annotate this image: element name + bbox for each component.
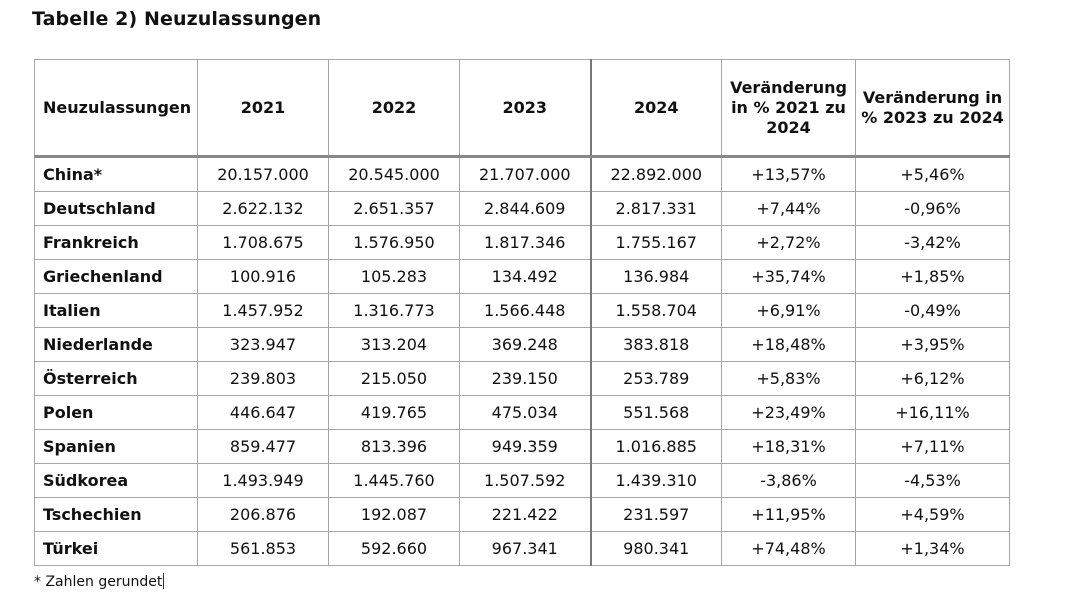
cell-2021: 239.803: [198, 362, 329, 396]
column-header-2021: 2021: [198, 60, 329, 157]
cell-2024: 551.568: [591, 396, 722, 430]
cell-change-2023-2024: +6,12%: [856, 362, 1010, 396]
cell-country: Griechenland: [35, 260, 198, 294]
cell-2023: 2.844.609: [460, 192, 591, 226]
column-header-2024: 2024: [591, 60, 722, 157]
cell-change-2023-2024: -0,49%: [856, 294, 1010, 328]
cell-2021: 1.493.949: [198, 464, 329, 498]
table-header-row: [35, 60, 1010, 157]
cell-change-2021-2024: +74,48%: [722, 532, 856, 566]
cell-2022: 1.576.950: [329, 226, 460, 260]
cell-country: China*: [35, 157, 198, 192]
cell-change-2023-2024: -3,42%: [856, 226, 1010, 260]
cell-change-2021-2024: -3,86%: [722, 464, 856, 498]
table-row: [35, 430, 1010, 464]
column-header-2022: 2022: [329, 60, 460, 157]
cell-2023: 369.248: [460, 328, 591, 362]
table-row: [35, 226, 1010, 260]
cell-country: Türkei: [35, 532, 198, 566]
cell-2021: 859.477: [198, 430, 329, 464]
cell-2024: 1.558.704: [591, 294, 722, 328]
cell-change-2023-2024: +1,85%: [856, 260, 1010, 294]
cell-country: Südkorea: [35, 464, 198, 498]
cell-2024: 253.789: [591, 362, 722, 396]
cell-2023: 949.359: [460, 430, 591, 464]
cell-country: Österreich: [35, 362, 198, 396]
cell-change-2021-2024: +18,48%: [722, 328, 856, 362]
cell-2023: 1.566.448: [460, 294, 591, 328]
cell-country: Frankreich: [35, 226, 198, 260]
footnote: [34, 573, 164, 590]
cell-change-2023-2024: +4,59%: [856, 498, 1010, 532]
column-header-change-2021-2024: Veränderung in % 2021 zu 2024: [722, 60, 856, 157]
table-row: [35, 498, 1010, 532]
cell-change-2023-2024: +1,34%: [856, 532, 1010, 566]
cell-2024: 980.341: [591, 532, 722, 566]
cell-country: Spanien: [35, 430, 198, 464]
cell-country: Italien: [35, 294, 198, 328]
cell-2021: 2.622.132: [198, 192, 329, 226]
cell-2021: 1.708.675: [198, 226, 329, 260]
cell-change-2021-2024: +18,31%: [722, 430, 856, 464]
footnote-text: * Zahlen gerundet: [34, 574, 163, 590]
cell-change-2023-2024: +3,95%: [856, 328, 1010, 362]
cell-2021: 1.457.952: [198, 294, 329, 328]
cell-change-2021-2024: +35,74%: [722, 260, 856, 294]
cell-change-2023-2024: -0,96%: [856, 192, 1010, 226]
cell-change-2021-2024: +7,44%: [722, 192, 856, 226]
cell-2023: 1.817.346: [460, 226, 591, 260]
cell-2022: 105.283: [329, 260, 460, 294]
cell-2024: 136.984: [591, 260, 722, 294]
cell-change-2023-2024: -4,53%: [856, 464, 1010, 498]
cell-change-2023-2024: +16,11%: [856, 396, 1010, 430]
cell-2024: 2.817.331: [591, 192, 722, 226]
cell-change-2021-2024: +6,91%: [722, 294, 856, 328]
cell-change-2021-2024: +23,49%: [722, 396, 856, 430]
cell-change-2021-2024: +13,57%: [722, 157, 856, 192]
cell-2024: 22.892.000: [591, 157, 722, 192]
cell-country: Deutschland: [35, 192, 198, 226]
table-row: [35, 464, 1010, 498]
cell-2021: 323.947: [198, 328, 329, 362]
table-row: [35, 362, 1010, 396]
cell-change-2021-2024: +2,72%: [722, 226, 856, 260]
cell-2024: 383.818: [591, 328, 722, 362]
table-body: [35, 157, 1010, 566]
cell-2024: 1.755.167: [591, 226, 722, 260]
cell-2022: 592.660: [329, 532, 460, 566]
cell-2021: 561.853: [198, 532, 329, 566]
cell-change-2021-2024: +11,95%: [722, 498, 856, 532]
table-row: [35, 157, 1010, 192]
cell-change-2021-2024: +5,83%: [722, 362, 856, 396]
cell-2024: 1.016.885: [591, 430, 722, 464]
cell-2023: 221.422: [460, 498, 591, 532]
cell-change-2023-2024: +7,11%: [856, 430, 1010, 464]
table-row: [35, 396, 1010, 430]
table-row: [35, 532, 1010, 566]
cell-2023: 134.492: [460, 260, 591, 294]
cell-2021: 100.916: [198, 260, 329, 294]
cell-2022: 20.545.000: [329, 157, 460, 192]
column-header-country: Neuzulassungen: [35, 60, 198, 157]
cell-2023: 475.034: [460, 396, 591, 430]
cell-2022: 313.204: [329, 328, 460, 362]
cell-2021: 206.876: [198, 498, 329, 532]
column-header-2023: 2023: [460, 60, 591, 157]
cell-country: Niederlande: [35, 328, 198, 362]
text-cursor: [163, 573, 164, 589]
cell-2022: 215.050: [329, 362, 460, 396]
cell-2024: 231.597: [591, 498, 722, 532]
document-title: Tabelle 2) Neuzulassungen: [32, 8, 322, 30]
registrations-table: [34, 59, 1010, 566]
table-row: [35, 192, 1010, 226]
cell-2022: 192.087: [329, 498, 460, 532]
cell-2023: 21.707.000: [460, 157, 591, 192]
table-row: [35, 328, 1010, 362]
cell-change-2023-2024: +5,46%: [856, 157, 1010, 192]
cell-2021: 20.157.000: [198, 157, 329, 192]
column-header-change-2023-2024: Veränderung in % 2023 zu 2024: [856, 60, 1010, 157]
table-row: [35, 294, 1010, 328]
cell-2022: 1.445.760: [329, 464, 460, 498]
cell-2023: 239.150: [460, 362, 591, 396]
cell-country: Tschechien: [35, 498, 198, 532]
cell-2022: 813.396: [329, 430, 460, 464]
cell-2021: 446.647: [198, 396, 329, 430]
cell-2022: 2.651.357: [329, 192, 460, 226]
cell-2022: 419.765: [329, 396, 460, 430]
cell-2024: 1.439.310: [591, 464, 722, 498]
cell-country: Polen: [35, 396, 198, 430]
cell-2022: 1.316.773: [329, 294, 460, 328]
table-row: [35, 260, 1010, 294]
cell-2023: 1.507.592: [460, 464, 591, 498]
cell-2023: 967.341: [460, 532, 591, 566]
